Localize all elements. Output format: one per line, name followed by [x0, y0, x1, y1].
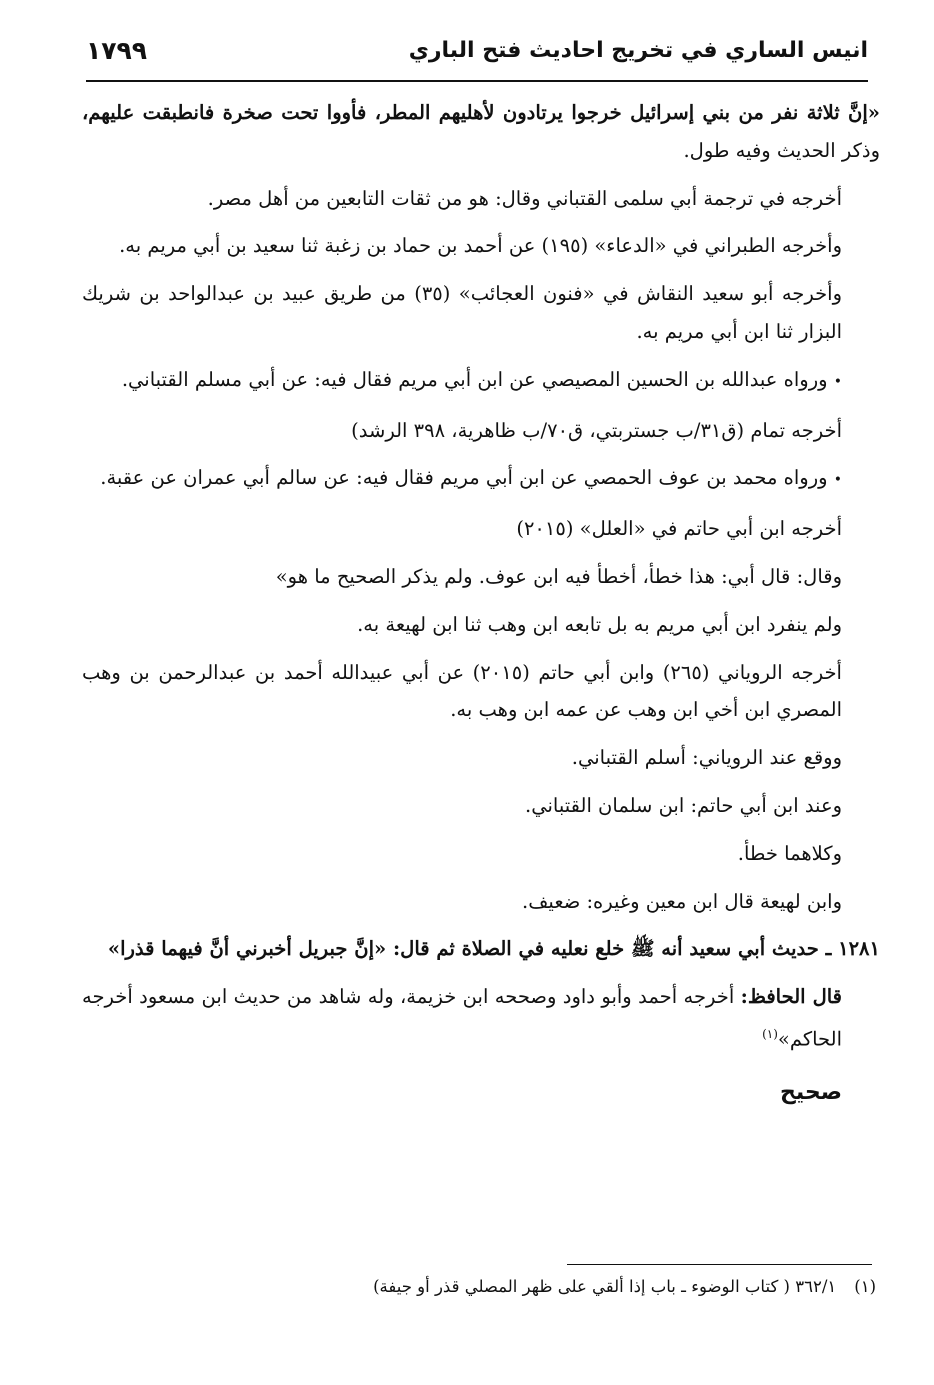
page-header — [86, 36, 868, 78]
bullet-text-1: ورواه عبدالله بن الحسين المصيصي عن ابن أبي مريم فقال فيه: عن أبي مسلم القتباني. — [121, 367, 828, 391]
paragraph-mutabaa: ولم ينفرد ابن أبي مريم به بل تابعه ابن وهب ثنا ابن لهيعة به. — [357, 612, 842, 636]
hadith-quote: «إنَّ ثلاثة نفر من بني إسرائيل خرجوا يرتادون لأهليهم المطر، فأووا تحت صخرة فانطبقت عليهم، — [82, 101, 880, 124]
hadith-1281-intro: ١٢٨١ ـ حديث أبي سعيد أنه ﷺ خلع نعليه في الصلاة ثم قال: — [386, 937, 880, 961]
page-number: ١٧٩٩ — [86, 36, 148, 65]
footnote-reference: (١) — [762, 1026, 778, 1041]
paragraph-abi-hatim-quote: وقال: قال أبي: هذا خطأ، أخطأ فيه ابن عوف. ولم يذكر الصحيح ما هو» — [275, 564, 842, 588]
paragraph-takhrij-2: وأخرجه الطبراني في «الدعاء» (١٩٥) عن أحمد بن حماد بن زغبة ثنا سعيد بن أبي مريم به. — [119, 234, 842, 258]
hadith-note: وذكر الحديث وفيه طول. — [683, 138, 880, 162]
footnote-divider — [567, 1264, 872, 1265]
hadith-1281-heading — [82, 930, 880, 968]
paragraph-ruyani: أخرجه الروياني (٢٦٥) وابن أبي حاتم (٢٠١٥) عن أبي عبيدالله أحمد بن عبدالرحمن بن وهب المصري ابن أخي ابن وهب عن عمه ابن وهب به. — [82, 660, 842, 722]
footnote-text: ٣٦٢/١ ( كتاب الوضوء ـ باب إذا ألقي على ظهر المصلي قذر أو جيفة) — [373, 1277, 837, 1296]
hafiz-label: قال الحافظ: — [740, 985, 842, 1009]
bullet-paragraph-1 — [82, 361, 880, 402]
bullet-paragraph-2 — [82, 459, 880, 500]
footnote-number: (١) — [854, 1277, 876, 1296]
paragraph-both-wrong: وكلاهما خطأ. — [737, 841, 842, 865]
header-divider — [86, 80, 868, 82]
hadith-1281-quote: «إنَّ جبريل أخبرني أنَّ فيهما قذرا» — [107, 937, 387, 961]
hafiz-statement — [82, 978, 880, 1058]
bullet-icon: • — [833, 472, 842, 489]
hadith-text-paragraph — [82, 94, 880, 170]
book-title: انيس الساري في تخريج احاديث فتح الباري — [408, 38, 868, 63]
bullet-icon: • — [833, 373, 842, 390]
paragraph-ruyani-name: ووقع عند الروياني: أسلم القتباني. — [571, 746, 842, 770]
paragraph-tammam: أخرجه تمام (ق٣١/ب جستربتي، ق٧٠/ب ظاهرية، ٣٩٨ الرشد) — [351, 418, 842, 442]
paragraph-ilal: أخرجه ابن أبي حاتم في «العلل» (٢٠١٥) — [516, 517, 842, 541]
bullet-text-2: ورواه محمد بن عوف الحمصي عن ابن أبي مريم فقال فيه: عن سالم أبي عمران عن عقبة. — [100, 466, 828, 490]
paragraph-takhrij-3: وأخرجه أبو سعيد النقاش في «فنون العجائب» (٣٥) من طريق عبيد بن عبدالواحد بن شريك البزار ثنا ابن أبي مريم به. — [82, 282, 843, 343]
paragraph-ibn-lahia: وابن لهيعة قال ابن معين وغيره: ضعيف. — [522, 889, 842, 913]
hafiz-text: أخرجه أحمد وأبو داود وصححه ابن خزيمة، وله شاهد من حديث ابن مسعود أخرجه الحاكم» — [82, 985, 842, 1051]
paragraph-takhrij-1: أخرجه في ترجمة أبي سلمى القتباني وقال: هو من ثقات التابعين من أهل مصر. — [207, 186, 842, 210]
hadith-grade: صحيح — [780, 1080, 842, 1106]
paragraph-abi-hatim-name: وعند ابن أبي حاتم: ابن سلمان القتباني. — [525, 793, 842, 817]
footnote — [82, 1272, 876, 1302]
page-body — [82, 94, 880, 1122]
